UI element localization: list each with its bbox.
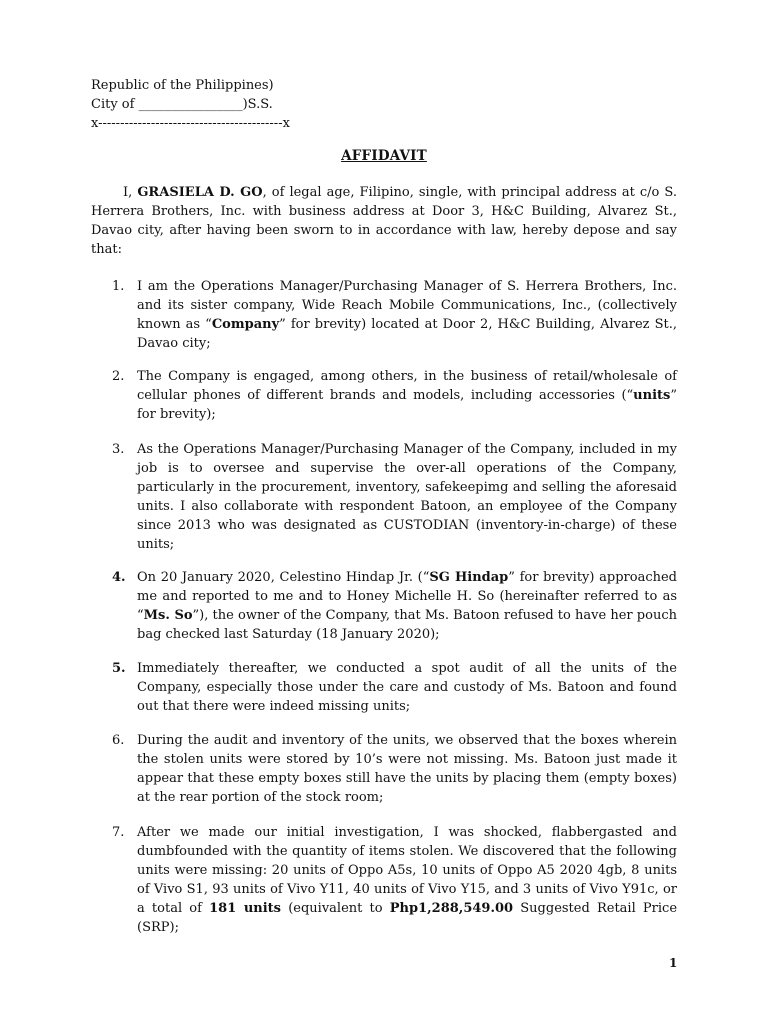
- item-bold-term: SG Hindap: [429, 570, 509, 585]
- item-text: [137, 440, 677, 554]
- item-text-part: On 20 January 2020, Celestino Hindap Jr. (“: [137, 570, 430, 585]
- page-number: 1: [669, 956, 678, 970]
- item-number: 2.: [112, 369, 125, 384]
- item-text-part: ” for brevity) located at Door 2, H&C Building, Alvarez St., Davao city;: [137, 317, 677, 351]
- item-text-part: Immediately thereafter, we conducted a spot audit of all the units of the Company, especially those under the care and custody of Ms. Batoon and found out that there were indeed missing units;: [137, 661, 677, 714]
- item-text: [137, 823, 677, 937]
- item-number: 3.: [112, 442, 125, 457]
- item-bold-term: 181 units: [209, 901, 282, 916]
- item-text-part: The Company is engaged, among others, in the business of retail/wholesale of cellular phones of different brands and models, including accessories (“: [137, 369, 677, 403]
- item-text: [137, 367, 677, 424]
- numbered-item-7: [91, 823, 677, 937]
- item-number: 7.: [112, 825, 125, 840]
- document-title: AFFIDAVIT: [341, 148, 427, 164]
- item-number: 6.: [112, 733, 125, 748]
- item-bold-term: Ms. So: [143, 608, 193, 623]
- numbered-item-4: [91, 568, 677, 644]
- item-bold-term: Company: [211, 317, 280, 332]
- item-text-part: As the Operations Manager/Purchasing Manager of the Company, included in my job is to oversee and supervise the over-all operations of the Company, particularly in the procurement, inventory, safekeepimg and selling the aforesaid units. I also collaborate with respondent Batoon, an employee of the Company since 2013 who was designated as CUSTODIAN (inventory-in-charge) of these units;: [137, 442, 677, 552]
- item-number: 5.: [112, 661, 126, 676]
- intro-text-b: , of legal age, Filipino, single, with principal address at c/o S. Herrera Brothers, Inc. with business address at Door 3, H&C Building, Alvarez St., Davao city, after having been sworn to in accordance with law, hereby depose and say that:: [91, 185, 677, 257]
- item-text: [137, 731, 677, 807]
- item-text-part: Suggested Retail Price (SRP);: [137, 901, 678, 935]
- item-text: [137, 277, 677, 353]
- intro-paragraph: [91, 183, 677, 259]
- item-text-part: ” for brevity) approached me and reported to me and to Honey Michelle H. So (hereinafter referred to as “: [137, 570, 678, 623]
- numbered-item-2: [91, 367, 677, 424]
- item-text-part: During the audit and inventory of the units, we observed that the boxes wherein the stolen units were stored by 10’s were not missing. Ms. Batoon just made it appear that these empty boxes still have the units by placing them (empty boxes) at the rear portion of the stock room;: [137, 733, 677, 805]
- item-text-part: ” for brevity);: [137, 388, 677, 422]
- item-number: 1.: [112, 279, 125, 294]
- venue-republic: Republic of the Philippines): [91, 78, 274, 93]
- item-bold-term: units: [633, 388, 671, 403]
- numbered-item-6: [91, 731, 677, 807]
- item-text-part: After we made our initial investigation, I was shocked, flabbergasted and dumbfounded with the quantity of items stolen. We discovered that the following units were missing: 20 units of Oppo A5s, 10 units of Oppo A5 2020 4gb, 8 units of Vivo S1, 93 units of Vivo Y11, 40 units of Vivo Y15, and 3 units of Vivo Y91c, or a total of: [137, 825, 677, 916]
- item-bold-term: Php1,288,549.00: [389, 901, 514, 916]
- numbered-item-1: [91, 277, 677, 353]
- item-text-part: (equivalent to: [281, 901, 390, 916]
- item-number: 4.: [112, 570, 126, 585]
- affiant-name: GRASIELA D. GO: [137, 185, 263, 200]
- numbered-item-5: [91, 659, 677, 716]
- item-text-part: ”), the owner of the Company, that Ms. Batoon refused to have her pouch bag checked last Saturday (18 January 2020);: [137, 608, 677, 642]
- numbered-item-3: [91, 440, 677, 554]
- item-text: [137, 568, 677, 644]
- item-text-part: I am the Operations Manager/Purchasing Manager of S. Herrera Brothers, Inc. and its sister company, Wide Reach Mobile Communications, Inc., (collectively known as “: [137, 279, 677, 332]
- item-text: [137, 659, 677, 716]
- venue-block: [91, 76, 290, 133]
- venue-separator: x------------------------------------------x: [91, 116, 290, 131]
- intro-text-a: I,: [123, 185, 138, 200]
- venue-city: City of ________________)S.S.: [91, 97, 273, 112]
